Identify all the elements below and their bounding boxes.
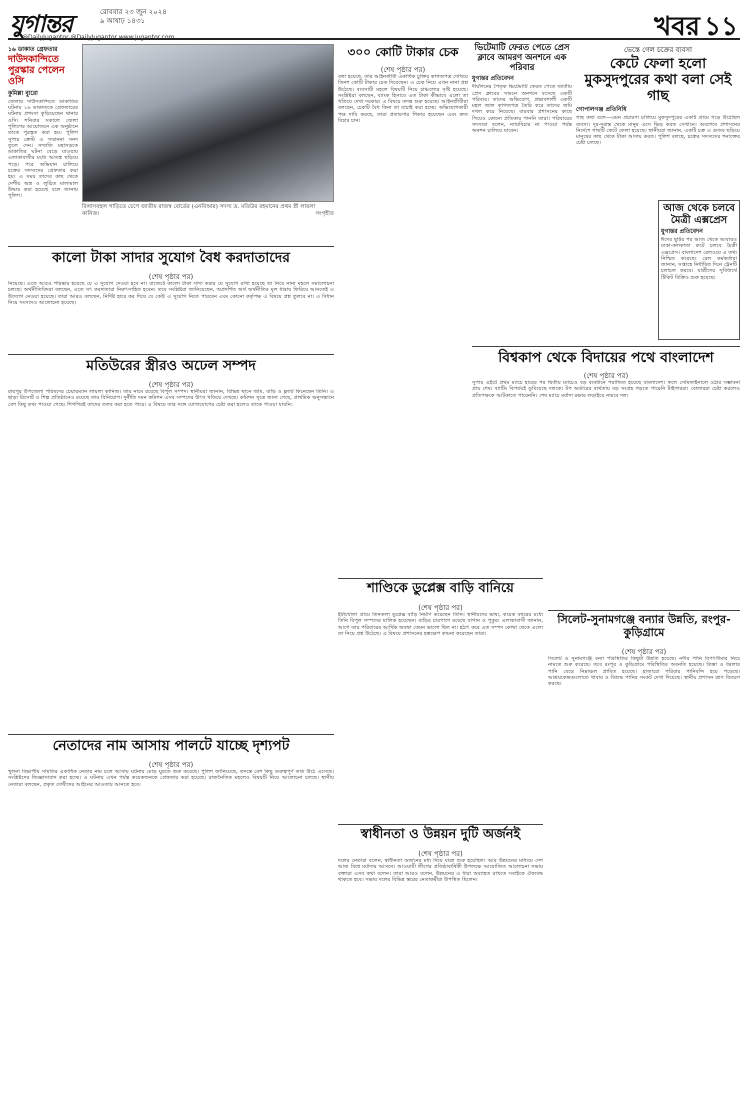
article-body: নিয়েছে। এতে আরও পরিষ্কার হয়েছে যে এ সুযোগ দেওয়া হবে না। বাজেটে কালো টাকা সাদা করার যে সুযোগ রাখা হয়েছে তা নিয়ে নানা মহলে সমালোচনা চলছে। অর্থনীতিবিদরা বলছেন, এতে সৎ করদাতারা নিরুৎসাহিত হবেন। তবে সংশ্লিষ্টরা জানিয়েছেন, অপ্রদর্শিত অর্থ অর্থনীতির মূল ধারায় ফিরিয়ে আনতেই এ উদ্যোগ নেওয়া হয়েছে। তারা আরও বলছেন, নির্দিষ্ট হারে কর দিয়ে যে কেউ এ সুযোগ নিতে পারবেন এবং কোনো কর্তৃপক্ষ এ বিষয়ে প্রশ্ন তুলবে না। এ বিধান নিয়ে সংসদেও আলোচনা হয়েছে। [8, 281, 334, 306]
date-gregorian: রোববার ২৩ জুন ২০২৪ [100, 8, 167, 16]
article-body: রায়পুর উপজেলা পরিষদের চেয়ারম্যান লায়লা কানিজ। তার নামে রয়েছে বিপুল সম্পদ। স্থানীয়রা জানান, বিভিন্ন স্থানে জমি, বাড়ি ও ফ্ল্যাট কিনেছেন তিনি। এ ছাড়া রিসোর্ট ও শিল্প প্রতিষ্ঠানেও রয়েছে তার বিনিয়োগ। দুর্নীতি দমন কমিশন এসব সম্পদের উৎস খতিয়ে দেখছে। কমিশন সূত্রে জানা গেছে, প্রাথমিক অনুসন্ধানে বেশ কিছু তথ্য পাওয়া গেছে। শিগগিরই তাদের তলব করা হতে পারে। এ বিষয়ে তার সঙ্গে যোগাযোগের চেষ্টা করা হলেও তাকে পাওয়া যায়নি। [8, 389, 334, 408]
divider [472, 346, 740, 347]
newspaper-logo: যুগান্তর [10, 9, 73, 38]
divider [8, 246, 334, 247]
article-headline: ভিটেমাটি ফেরত পেতে প্রেস ক্লাবে আমরণ অনশনে এক পরিবার [474, 43, 570, 73]
article-headline: স্বাধীনতা ও উন্নয়ন দুটি অর্জনই [360, 827, 521, 842]
article-body: সিলেট ও সুনামগঞ্জে বন্যা পরিস্থিতির কিছুটা উন্নতি হয়েছে। নদীর পানি বিপৎসীমার নিচে নামতে শুরু করেছে। তবে রংপুর ও কুড়িগ্রামে পরিস্থিতির অবনতি হয়েছে। তিস্তা ও ধরলার পানি বেড়ে নিম্নাঞ্চল প্লাবিত হয়েছে। হাজারো পরিবার পানিবন্দি হয়ে পড়েছে। আশ্রয়কেন্দ্রগুলোতে খাবার ও বিশুদ্ধ পানির সংকট দেখা দিয়েছে। স্থানীয় প্রশাসন ত্রাণ বিতরণ করছে। [548, 656, 740, 688]
article-body: সুপার এইটে প্রথম ম্যাচে হারের পর দ্বিতীয় ম্যাচেও বড় ব্যবধানে পরাজিত হয়েছে বাংলাদেশ। ফলে সেমিফাইনালে ওঠার সম্ভাবনা প্রায় শেষ। ব্যাটিং বিপর্যয়ই ডুবিয়েছে দলকে। টপ অর্ডারের ব্যর্থতায় বড় সংগ্রহ গড়তে পারেনি টাইগাররা। বোলাররা চেষ্টা করলেও প্রতিপক্ষকে আটকাতে পারেননি। শেষ ম্যাচে মর্যাদা রক্ষার লড়াইয়ে নামবে দল। [472, 380, 740, 399]
photo-credit: সংগৃহীত [315, 211, 334, 217]
article-byline: কুমিল্লা ব্যুরো [8, 89, 38, 97]
page-number: ১১ [704, 12, 738, 42]
article-byline: যুগান্তর প্রতিবেদন [472, 75, 514, 83]
article-body: দীর্ঘদিনের পৈতৃক ভিটেমাটি ফেরত পেতে জাতীয় প্রেস ক্লাবের সামনে অনশনে বসেছে একটি পরিবার। তাদের অভিযোগ, প্রভাবশালী একটি মহল জাল কাগজপত্র তৈরি করে তাদের জমি দখল করে নিয়েছে। বারবার প্রশাসনের কাছে গিয়েও কোনো প্রতিকার পাননি তারা। পরিবারের সদস্যরা বলেন, ন্যায়বিচার না পাওয়া পর্যন্ত অনশন চালিয়ে যাবেন। [472, 84, 572, 135]
article-dubai [8, 44, 78, 244]
article-headline: নেতাদের নাম আসায় পালটে যাচ্ছে দৃশ্যপট [52, 738, 290, 754]
news-photo [82, 44, 334, 202]
photo-caption-text: বিলাসবহুল গাড়িতে চেপে জাতীয় রাজস্ব বোর্ডের (এনবিআর) সদস্য ড. মতিউর রহমানের প্রথম স্ত্রী লায়লা কানিজ। [82, 204, 316, 217]
divider [8, 734, 334, 735]
article-body: বলা হয়েছে, তার আইনজীবী একাধিক চুক্তির কাগজপত্র দেখিয়ে তিনশ কোটি টাকার চেক দিয়েছেন। এ চেক নিয়ে এখন নানা প্রশ্ন উঠেছে। ব্যবসায়ী মহলে বিষয়টি নিয়ে চাঞ্চল্যের সৃষ্টি হয়েছে। সংশ্লিষ্টরা বলছেন, ব্যাংক হিসাবে এত টাকা কীভাবে এলো তা খতিয়ে দেখা দরকার। এ বিষয়ে তদন্ত শুরু হয়েছে। আইনজীবীরা বলছেন, চেকটি বৈধ কিনা তা যাচাই করা হচ্ছে। অভিযোগকারী পক্ষ দাবি করছে, তারা প্রতারণার শিকার হয়েছেন এবং দ্রুত বিচার চান। [338, 74, 468, 125]
continued-label: (শেষ পৃষ্ঠার পর) [583, 372, 629, 380]
article-headline: শাণ্ডিকে ডুপ্লেক্স বাড়ি বানিয়ে [367, 581, 514, 596]
continued-label: (শেষ পৃষ্ঠার পর) [148, 381, 194, 389]
divider [8, 354, 334, 355]
article-kicker: ১৬ ডাকাত গ্রেফতার [8, 46, 58, 53]
article-byline: গোপালগঞ্জ প্রতিনিধি [576, 106, 627, 114]
divider [338, 824, 543, 825]
continued-label: (শেষ পৃষ্ঠার পর) [148, 273, 194, 281]
article-headline: ৩০০ কোটি টাকার চেক [347, 45, 459, 59]
continued-label: (শেষ পৃষ্ঠার পর) [380, 66, 426, 74]
date-bengali: ৯ আষাঢ় ১৪৩১ [100, 17, 146, 25]
article-headline: দাউদকান্দিতে পুরস্কার পেলেন ওসি [8, 54, 65, 87]
social-links: @DailyJugantor @DailyJugantor www.jugantor.com [22, 34, 175, 41]
article-body: দলের নেতারা বলেন, স্বাধীনতা অর্জনের মধ্য দিয়ে যাত্রা শুরু হয়েছিল। আর উন্নয়নের মাধ্যমে দেশ আজ বিশ্বে মর্যাদার আসনে। আওয়ামী লীগের প্রতিষ্ঠাবার্ষিকী উপলক্ষে আয়োজিত আলোচনা সভায় বক্তারা এসব কথা বলেন। তারা আরও বলেন, উন্নয়নের এ ধারা অব্যাহত রাখতে সবাইকে ঐক্যবদ্ধ থাকতে হবে। সভায় দলের বিভিন্ন স্তরের নেতাকর্মীরা উপস্থিত ছিলেন। [338, 858, 543, 883]
article-body: গাছ কথা বলে—এমন প্রচারণা চালিয়ে মুকসুদপুরের একটি গ্রামে গড়ে উঠেছিল ব্যবসা। দূর-দূরান্ত থেকে মানুষ এসে ভিড় করত সেখানে। অবশেষে প্রশাসনের নির্দেশে গাছটি কেটে ফেলা হয়েছে। স্থানীয়রা জানান, একটি চক্র এ গুজব ছড়িয়ে মানুষের কাছ থেকে টাকা আদায় করত। পুলিশ বলছে, চক্রের সদস্যদের শনাক্তের চেষ্টা চলছে। [576, 115, 740, 147]
article-body: জেলার দাউদকান্দিতে ডাকাতির ঘটনায় ১৬ ডাকাতকে গ্রেফতারের ঘটনায় প্রশংসা কুড়িয়েছেন থানার ওসি। শনিবার সকালে জেলা পুলিশের আয়োজনে এক অনুষ্ঠানে তাকে পুরস্কৃত করা হয়। পুলিশ সুপার ক্রেস্ট ও সম্মাননা সনদ তুলে দেন। সম্প্রতি মহাসড়কে ডাকাতির ঘটনা বেড়ে যাওয়ায় এলাকাবাসীর মধ্যে আতঙ্ক ছড়িয়ে পড়ে। পরে অভিযান চালিয়ে চক্রের সদস্যদের গ্রেফতার করা হয়। এ সময় তাদের কাছ থেকে দেশীয় অস্ত্র ও লুণ্ঠিত মালামাল উদ্ধার করা হয়েছে বলে জানায় পুলিশ। [8, 98, 78, 200]
article-byline: যুগান্তর প্রতিবেদন [661, 228, 703, 235]
article-maitree [658, 200, 740, 340]
article-headline: আজ থেকে চলবে মৈত্রী এক্সপ্রেস [663, 203, 735, 226]
article-kicker: ভেস্তে গেল চক্রের ব্যবসা [624, 46, 692, 54]
article-body: ঈদের ছুটির পর আজ থেকে আবারও ঢাকা-কলকাতা রুটে চলবে মৈত্রী এক্সপ্রেস। বাংলাদেশ রেলওয়ে এ তথ্য নিশ্চিত করেছে। রেল কর্মকর্তারা জানান, সপ্তাহে নির্ধারিত দিনে ট্রেনটি চলাচল করবে। যাত্রীদের সুবিধার্থে টিকিট বিক্রিও শুরু হয়েছে। [661, 237, 737, 281]
article-bhitemati [472, 44, 572, 344]
section-title: খবর [654, 12, 700, 42]
article-headline: সিলেট-সুনামগঞ্জে বন্যার উন্নতি, রংপুর-কুড়িগ্রামে [557, 613, 731, 639]
continued-label: (শেষ পৃষ্ঠার পর) [148, 761, 194, 769]
divider [548, 610, 740, 611]
date-block [100, 8, 167, 26]
continued-label: (শেষ পৃষ্ঠার পর) [418, 850, 463, 858]
continued-label: (শেষ পৃষ্ঠার পর) [621, 648, 667, 656]
photo-caption [82, 204, 334, 220]
article-body: খুলনা বিভাগীয় সমিতির একাধিক নেতার নাম চলে আসায় ঘটনার মোড় ঘুরতে শুরু করেছে। পুলিশ জানিয়েছে, তদন্তে বেশ কিছু গুরুত্বপূর্ণ তথ্য উঠে এসেছে। সংশ্লিষ্টদের জিজ্ঞাসাবাদ করা হচ্ছে। এ ঘটনায় এখন পর্যন্ত কয়েকজনকে গ্রেফতার করা হয়েছে। রাজনৈতিক মহলেও বিষয়টি নিয়ে আলোচনা চলছে। স্থানীয় নেতারা বলছেন, প্রকৃত দোষীদের আইনের আওতায় আনতে হবে। [8, 769, 334, 788]
article-headline: বিশ্বকাপ থেকে বিদায়ের পথে বাংলাদেশ [498, 350, 714, 366]
article-headline: কালো টাকা সাদার সুযোগ বৈধ করদাতাদের [52, 250, 290, 266]
article-body: ইটাখোলা গ্রামে তিনতলা ডুপ্লেক্স বাড়ি নির্মাণ করেছেন তিনি। স্থানীয়দের ভাষ্য, কয়েক বছরের মধ্যে তিনি বিপুল সম্পদের মালিক হয়েছেন। বাড়ির চারপাশে রয়েছে বাগান ও পুকুর। এলাকাবাসী জানান, আগে তার পরিবারের আর্থিক অবস্থা তেমন ভালো ছিল না। হঠাৎ করে এত সম্পদ কোথা থেকে এলো তা নিয়ে প্রশ্ন উঠেছে। এ বিষয়ে প্রশাসনের হস্তক্ষেপ কামনা করেছেন তারা। [338, 612, 543, 637]
continued-label: (শেষ পৃষ্ঠার পর) [418, 604, 463, 612]
article-headline: মতিউরের স্ত্রীরও অঢেল সম্পদ [86, 358, 256, 374]
article-headline: কেটে ফেলা হলো মুকসুদপুরের কথা বলা সেই গাছ [584, 56, 732, 105]
masthead [8, 4, 740, 40]
